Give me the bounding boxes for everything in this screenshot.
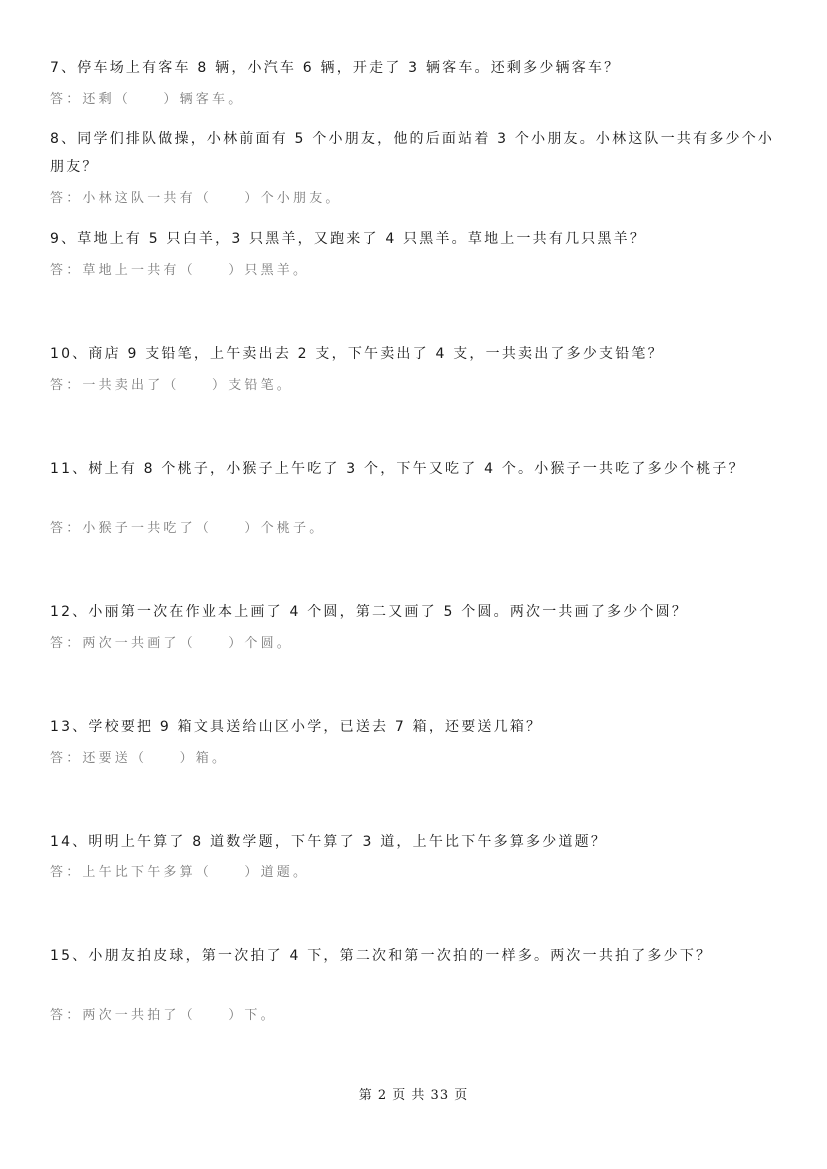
question-14: 14、明明上午算了 8 道数学题，下午算了 3 道，上午比下午多算多少道题？: [50, 834, 608, 850]
answer-9: 答：草地上一共有（ ）只黑羊。: [50, 263, 310, 278]
page-footer: 第 2 页 共 33 页: [358, 1088, 469, 1103]
question-10: 10、商店 9 支铅笔，上午卖出去 2 支，下午卖出了 4 支，一共卖出了多少支铅笔？: [50, 346, 664, 362]
question-13: 13、学校要把 9 箱文具送给山区小学，已送去 7 箱，还要送几箱？: [50, 719, 543, 735]
answer-8: 答：小林这队一共有（ ）个小朋友。: [50, 191, 342, 206]
answer-15: 答：两次一共拍了（ ）下。: [50, 1008, 277, 1023]
answer-10: 答：一共卖出了（ ）支铅笔。: [50, 378, 294, 393]
question-11: 11、树上有 8 个桃子，小猴子上午吃了 3 个，下午又吃了 4 个。小猴子一共吃了多少个桃子？: [50, 461, 745, 477]
answer-11: 答：小猴子一共吃了（ ）个桃子。: [50, 521, 326, 536]
question-15: 15、小朋友拍皮球，第一次拍了 4 下，第二次和第一次拍的一样多。两次一共拍了多少下？: [50, 948, 713, 964]
answer-13: 答：还要送（ ）箱。: [50, 751, 229, 766]
question-8: 8、同学们排队做操，小林前面有 5 个小朋友，他的后面站着 3 个小朋友。小林这队一共有多少个小朋友？: [50, 131, 775, 175]
answer-7: 答：还剩（ ）辆客车。: [50, 92, 245, 107]
question-9: 9、草地上有 5 只白羊，3 只黑羊，又跑来了 4 只黑羊。草地上一共有几只黑羊？: [50, 231, 647, 247]
question-7: 7、停车场上有客车 8 辆，小汽车 6 辆，开走了 3 辆客车。还剩多少辆客车？: [50, 60, 621, 76]
answer-12: 答：两次一共画了（ ）个圆。: [50, 636, 294, 651]
question-12: 12、小丽第一次在作业本上画了 4 个圆，第二又画了 5 个圆。两次一共画了多少个圆？: [50, 604, 689, 620]
answer-14: 答：上午比下午多算（ ）道题。: [50, 865, 310, 880]
